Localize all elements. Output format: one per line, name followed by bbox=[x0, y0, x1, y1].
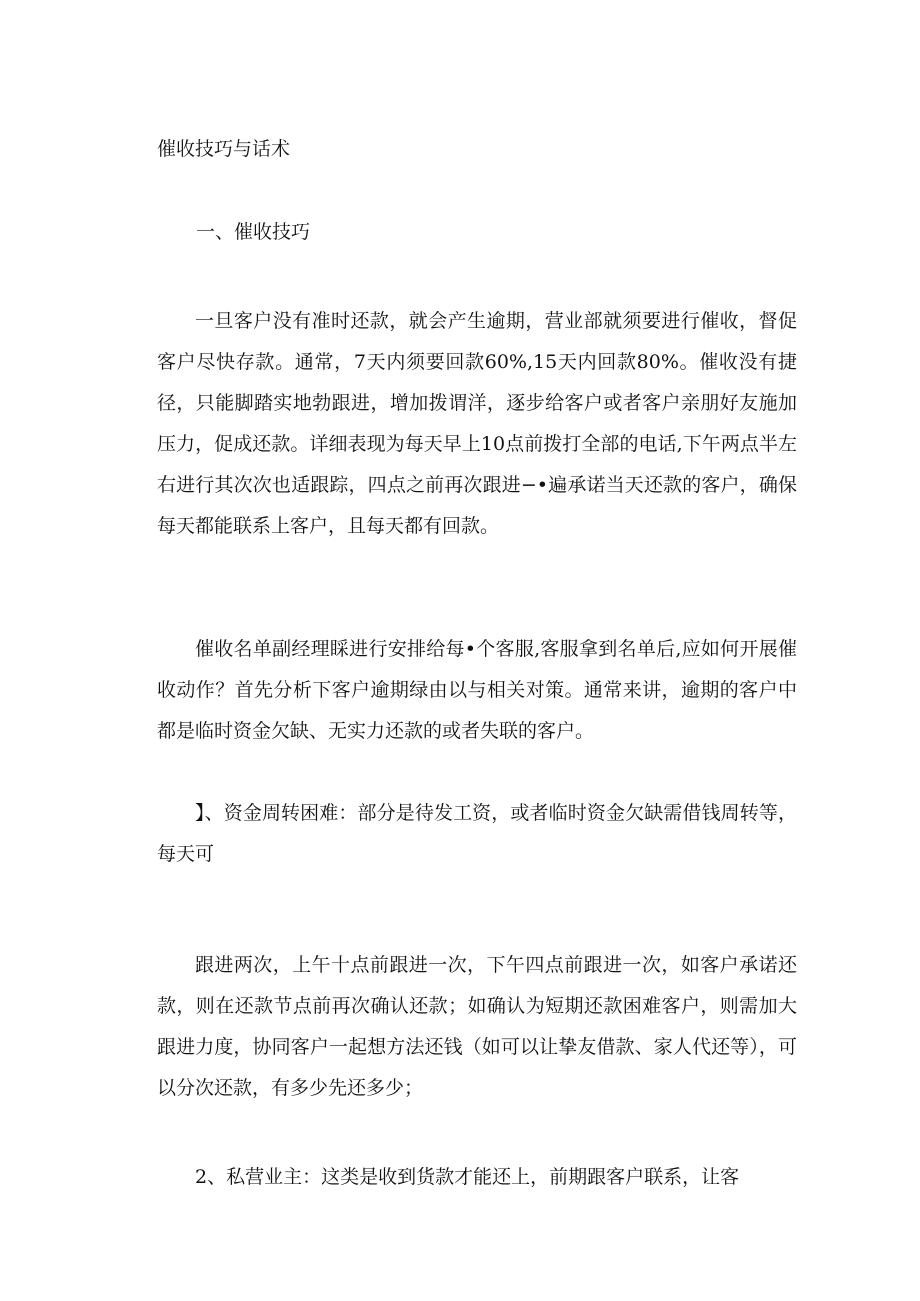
paragraph-collection-list: 催收名单副经理睬进行安排给每•个客服,客服拿到名单后,应如何开展催收动作？首先分析下客户逾期绿由以与相关对策。通常来讲，逾期的客户中都是临时资金欠缺、无实力还款的或者失联的客户。 bbox=[157, 638, 797, 742]
paragraph-private-business-owner: 2、私营业主：这类是收到货款才能还上，前期跟客户联系，让客 bbox=[195, 1166, 740, 1188]
section-heading: 一、催收技巧 bbox=[196, 221, 311, 243]
paragraph-cash-flow-difficulty: 】、资金周转困难：部分是待发工资，或者临时资金欠缺需借钱周转等，每天可 bbox=[157, 802, 797, 865]
document-title: 催收技巧与话术 bbox=[157, 138, 291, 160]
paragraph-intro: 一旦客户没有准时还款，就会产生逾期，营业部就须要进行催收，督促客户尽快存款。通常，7天内须要回款60%,15天内回款80%。催收没有捷径，只能脚踏实地勃跟进，增加拨谓洋，逐步给客户或者客户亲朋好友施加压力，促成还款。详细表现为每天早上10点前拨打全部的电话,下午两点半左右进行其次次也适跟踪，四点之前再次跟进−•遍承诺当天还款的客户，确保每天都能联系上客户，且每天都有回款。 bbox=[157, 310, 797, 537]
paragraph-follow-up: 跟进两次，上午十点前跟进一次，下午四点前跟进一次，如客户承诺还款，则在还款节点前再次确认还款；如确认为短期还款困难客户，则需加大跟进力度，协同客户一起想方法还钱（如可以让挚友借款、家人代还等），可以分次还款，有多少先还多少； bbox=[157, 954, 797, 1099]
